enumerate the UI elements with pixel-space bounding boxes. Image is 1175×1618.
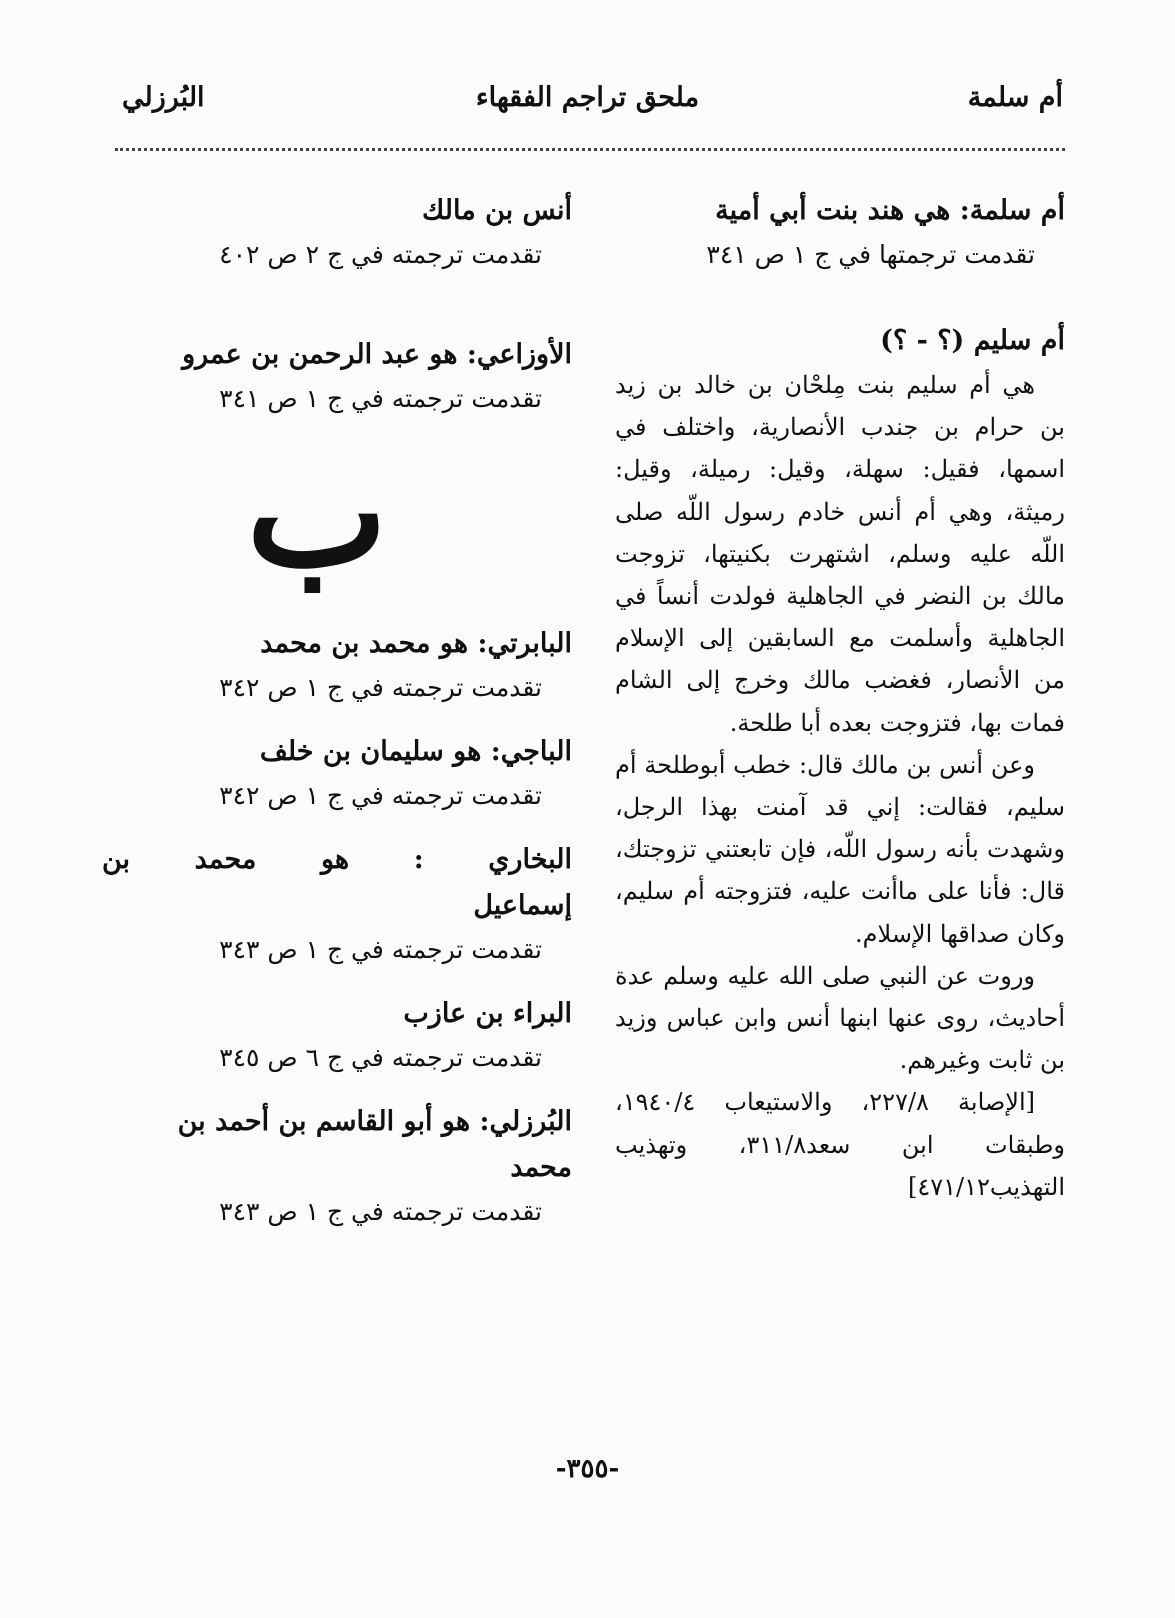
entry-reference: تقدمت ترجمته في ج ١ ص ٣٤٢ xyxy=(219,781,542,810)
entry-title: أم سلمة: هي هند بنت أبي أمية xyxy=(715,195,1065,226)
biography-paragraph: وعن أنس بن مالك قال: خطب أبوطلحة أم سليم، فقالت: إني قد آمنت بهذا الرجل، وشهدت بأنه رسول اللّه، فإن تابعتني تزوجتك، قال: فأنا على ماأنت عليه، فتزوجته أم سليم، وكان صداقها الإسلام. xyxy=(615,750,1065,948)
entry-title: أم سليم (؟ - ؟) xyxy=(880,325,1065,356)
entry-babarti xyxy=(102,621,572,709)
entry-title: البابرتي: هو محمد بن محمد xyxy=(260,628,572,659)
header-center-title: ملحق تراجم الفقهاء xyxy=(475,82,700,113)
entry-title: أنس بن مالك xyxy=(422,195,572,226)
entry-anas xyxy=(102,188,572,276)
entry-burzuli xyxy=(102,1099,572,1233)
header-right-title: أم سلمة xyxy=(967,82,1063,113)
entry-reference: تقدمت ترجمته في ج ٢ ص ٤٠٢ xyxy=(219,240,542,269)
entry-bukhari xyxy=(102,837,572,971)
entry-title-continuation: إسماعيل xyxy=(473,890,572,921)
entry-reference: تقدمت ترجمتها في ج ١ ص ٣٤١ xyxy=(706,240,1035,269)
section-letter: ب xyxy=(246,425,388,601)
left-column xyxy=(102,188,572,1233)
entry-title: البخاري : هو محمد بن xyxy=(102,844,572,875)
biography-paragraph: هي أم سليم بنت مِلحْان بن خالد بن زيد بن حرام بن جندب الأنصارية، واختلف في اسمها، فقيل: سهلة، وقيل: رميلة، وقيل: رميثة، وهي أم أنس خادم رسول اللّه صلى اللّه عليه وسلم، اشتهرت بكنيتها، تزوجت مالك بن النضر في الجاهلية فولدت أنساً في الجاهلية وأسلمت مع السابقين إلى الإسلام من الأنصار، فغضب مالك وخرج إلى الشام فمات بها، فتزوجت بعده أبا طلحة. xyxy=(615,371,1065,737)
entry-reference: تقدمت ترجمته في ج ١ ص ٣٤٣ xyxy=(219,1197,542,1226)
entry-reference: تقدمت ترجمته في ج ١ ص ٣٤١ xyxy=(219,384,542,413)
entry-title: البُرزلي: هو أبو القاسم بن أحمد بن xyxy=(177,1106,572,1137)
entry-bara xyxy=(102,991,572,1079)
entry-title: الباجي: هو سليمان بن خلف xyxy=(259,736,572,767)
entry-title: الأوزاعي: هو عبد الرحمن بن عمرو xyxy=(182,339,572,370)
right-column xyxy=(615,188,1065,1208)
entry-reference: تقدمت ترجمته في ج ٦ ص ٣٤٥ xyxy=(219,1043,542,1072)
biography-paragraph: وروت عن النبي صلى الله عليه وسلم عدة أحاديث، روى عنها ابنها أنس وابن عباس وزيد بن ثابت وغيرهم. xyxy=(615,961,1065,1075)
entry-awzai xyxy=(102,332,572,420)
entry-title-continuation: محمد xyxy=(510,1152,572,1183)
entry-title: البراء بن عازب xyxy=(403,998,572,1029)
running-header xyxy=(110,82,1065,142)
entry-reference: تقدمت ترجمته في ج ١ ص ٣٤٢ xyxy=(219,673,542,702)
page-number: -٣٥٥- xyxy=(555,1454,620,1484)
entry-um-sulaym xyxy=(615,318,1065,1208)
header-dotted-rule xyxy=(115,148,1065,151)
entry-reference: تقدمت ترجمته في ج ١ ص ٣٤٣ xyxy=(219,935,542,964)
sources-paragraph: [الإصابة ٢٢٧/٨، والاستيعاب ١٩٤٠/٤، وطبقات ابن سعد٣١١/٨، وتهذيب التهذيب٤٧١/١٢] xyxy=(615,1088,1065,1201)
header-left-title: البُرزلي xyxy=(122,82,205,113)
entry-um-salama xyxy=(615,188,1065,276)
entry-baji xyxy=(102,729,572,817)
